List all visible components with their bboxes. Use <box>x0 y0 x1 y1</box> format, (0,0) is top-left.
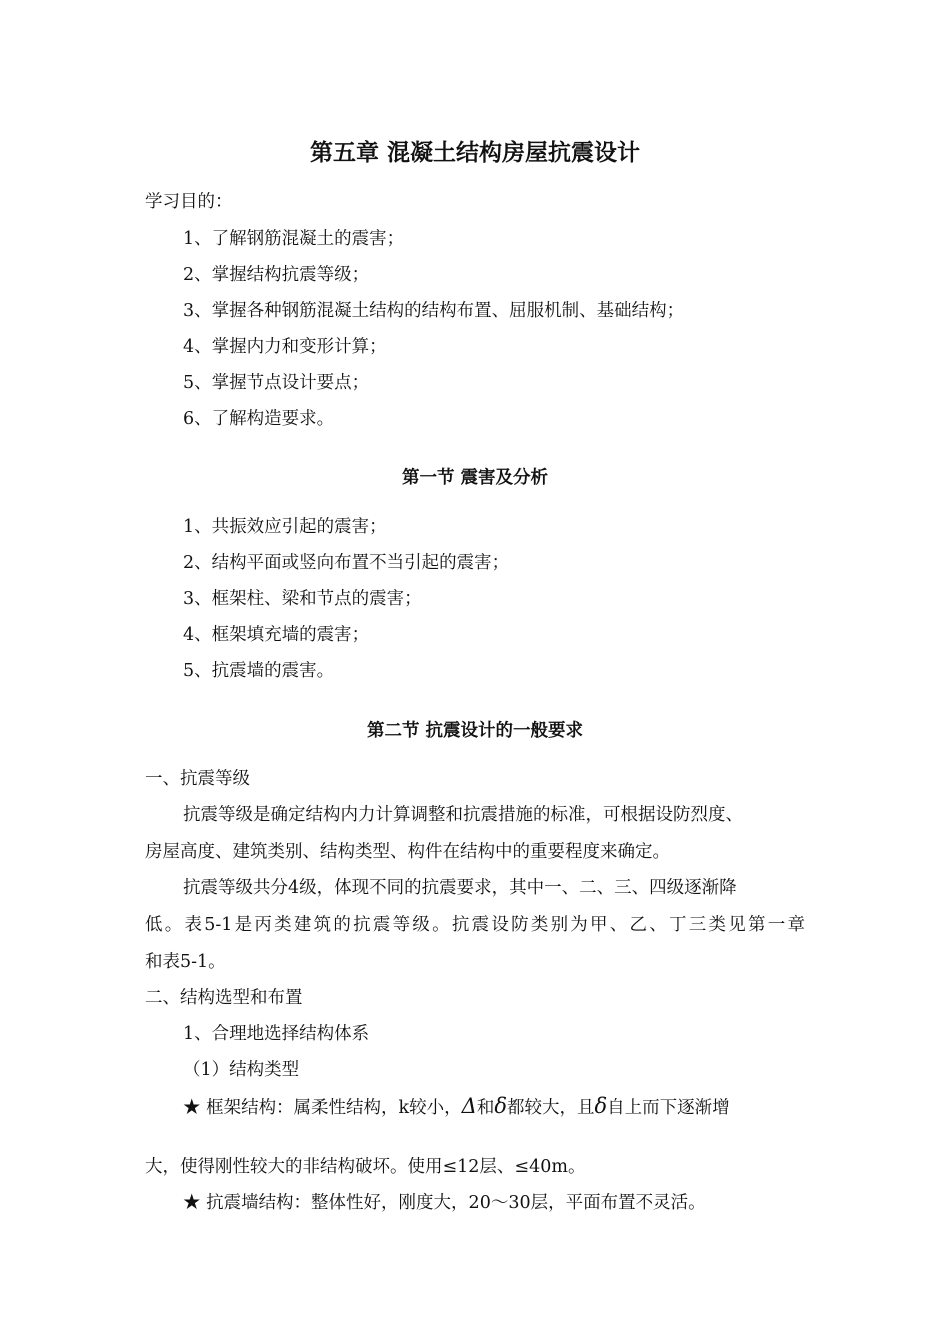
objectives-heading: 学习目的： <box>145 192 233 212</box>
para2-line1: 抗震等级共分4级，体现不同的抗震要求，其中一、二、三、四级逐渐降 <box>183 878 737 898</box>
frame-structure-line2: 大，使得刚性较大的非结构破坏。使用≤12层、≤40m。 <box>145 1157 586 1177</box>
chapter-title: 第五章 混凝土结构房屋抗震设计 <box>309 140 640 166</box>
para1-line1: 抗震等级是确定结构内力计算调整和抗震措施的标准，可根据设防烈度、 <box>183 805 743 825</box>
frame-structure-line <box>183 1095 730 1119</box>
section1-title: 第一节 震害及分析 <box>401 468 549 488</box>
objective-item: 1、了解钢筋混凝土的震害； <box>183 229 405 249</box>
section1-item: 5、抗震墙的震害。 <box>183 661 335 681</box>
section2-title: 第二节 抗震设计的一般要求 <box>366 721 584 741</box>
star-bullet: ★ <box>183 1098 201 1118</box>
delta-lower-symbol: δ <box>494 1094 507 1118</box>
objective-item: 2、掌握结构抗震等级； <box>183 265 370 285</box>
objective-item: 4、掌握内力和变形计算； <box>183 337 387 357</box>
delta-lower-symbol: δ <box>594 1094 608 1118</box>
section1-item: 4、框架填充墙的震害； <box>183 625 370 645</box>
frame-text-d: 自上而下逐渐增 <box>607 1098 730 1118</box>
objective-item: 5、掌握节点设计要点； <box>183 373 370 393</box>
section1-item: 1、共振效应引起的震害； <box>183 517 387 537</box>
para2-line2: 低。表5-1是丙类建筑的抗震等级。抗震设防类别为甲、乙、丁三类见第一章 <box>145 915 805 935</box>
frame-text-c: 都较大，且 <box>507 1098 595 1118</box>
shear-wall-text: 抗震墙结构：整体性好，刚度大，20～30层，平面布置不灵活。 <box>200 1193 706 1213</box>
frame-text-b: 和 <box>476 1098 495 1118</box>
part1-heading: 一、抗震等级 <box>145 769 250 789</box>
sub1-heading: 1、合理地选择结构体系 <box>183 1024 370 1044</box>
objective-item: 3、掌握各种钢筋混凝土结构的结构布置、屈服机制、基础结构； <box>183 301 685 321</box>
star-bullet: ★ <box>183 1193 201 1213</box>
para2-line3: 和表5-1。 <box>145 952 226 972</box>
section1-item: 2、结构平面或竖向布置不当引起的震害； <box>183 553 510 573</box>
para1-line2: 房屋高度、建筑类别、结构类型、构件在结构中的重要程度来确定。 <box>145 842 670 862</box>
sub1-item: （1）结构类型 <box>183 1060 300 1080</box>
section1-item: 3、框架柱、梁和节点的震害； <box>183 589 422 609</box>
frame-text-a: 框架结构：属柔性结构，k较小， <box>200 1098 462 1118</box>
objective-item: 6、了解构造要求。 <box>183 409 335 429</box>
delta-upper-symbol: Δ <box>461 1094 477 1118</box>
part2-heading: 二、结构选型和布置 <box>145 988 303 1008</box>
shear-wall-line <box>183 1192 706 1214</box>
